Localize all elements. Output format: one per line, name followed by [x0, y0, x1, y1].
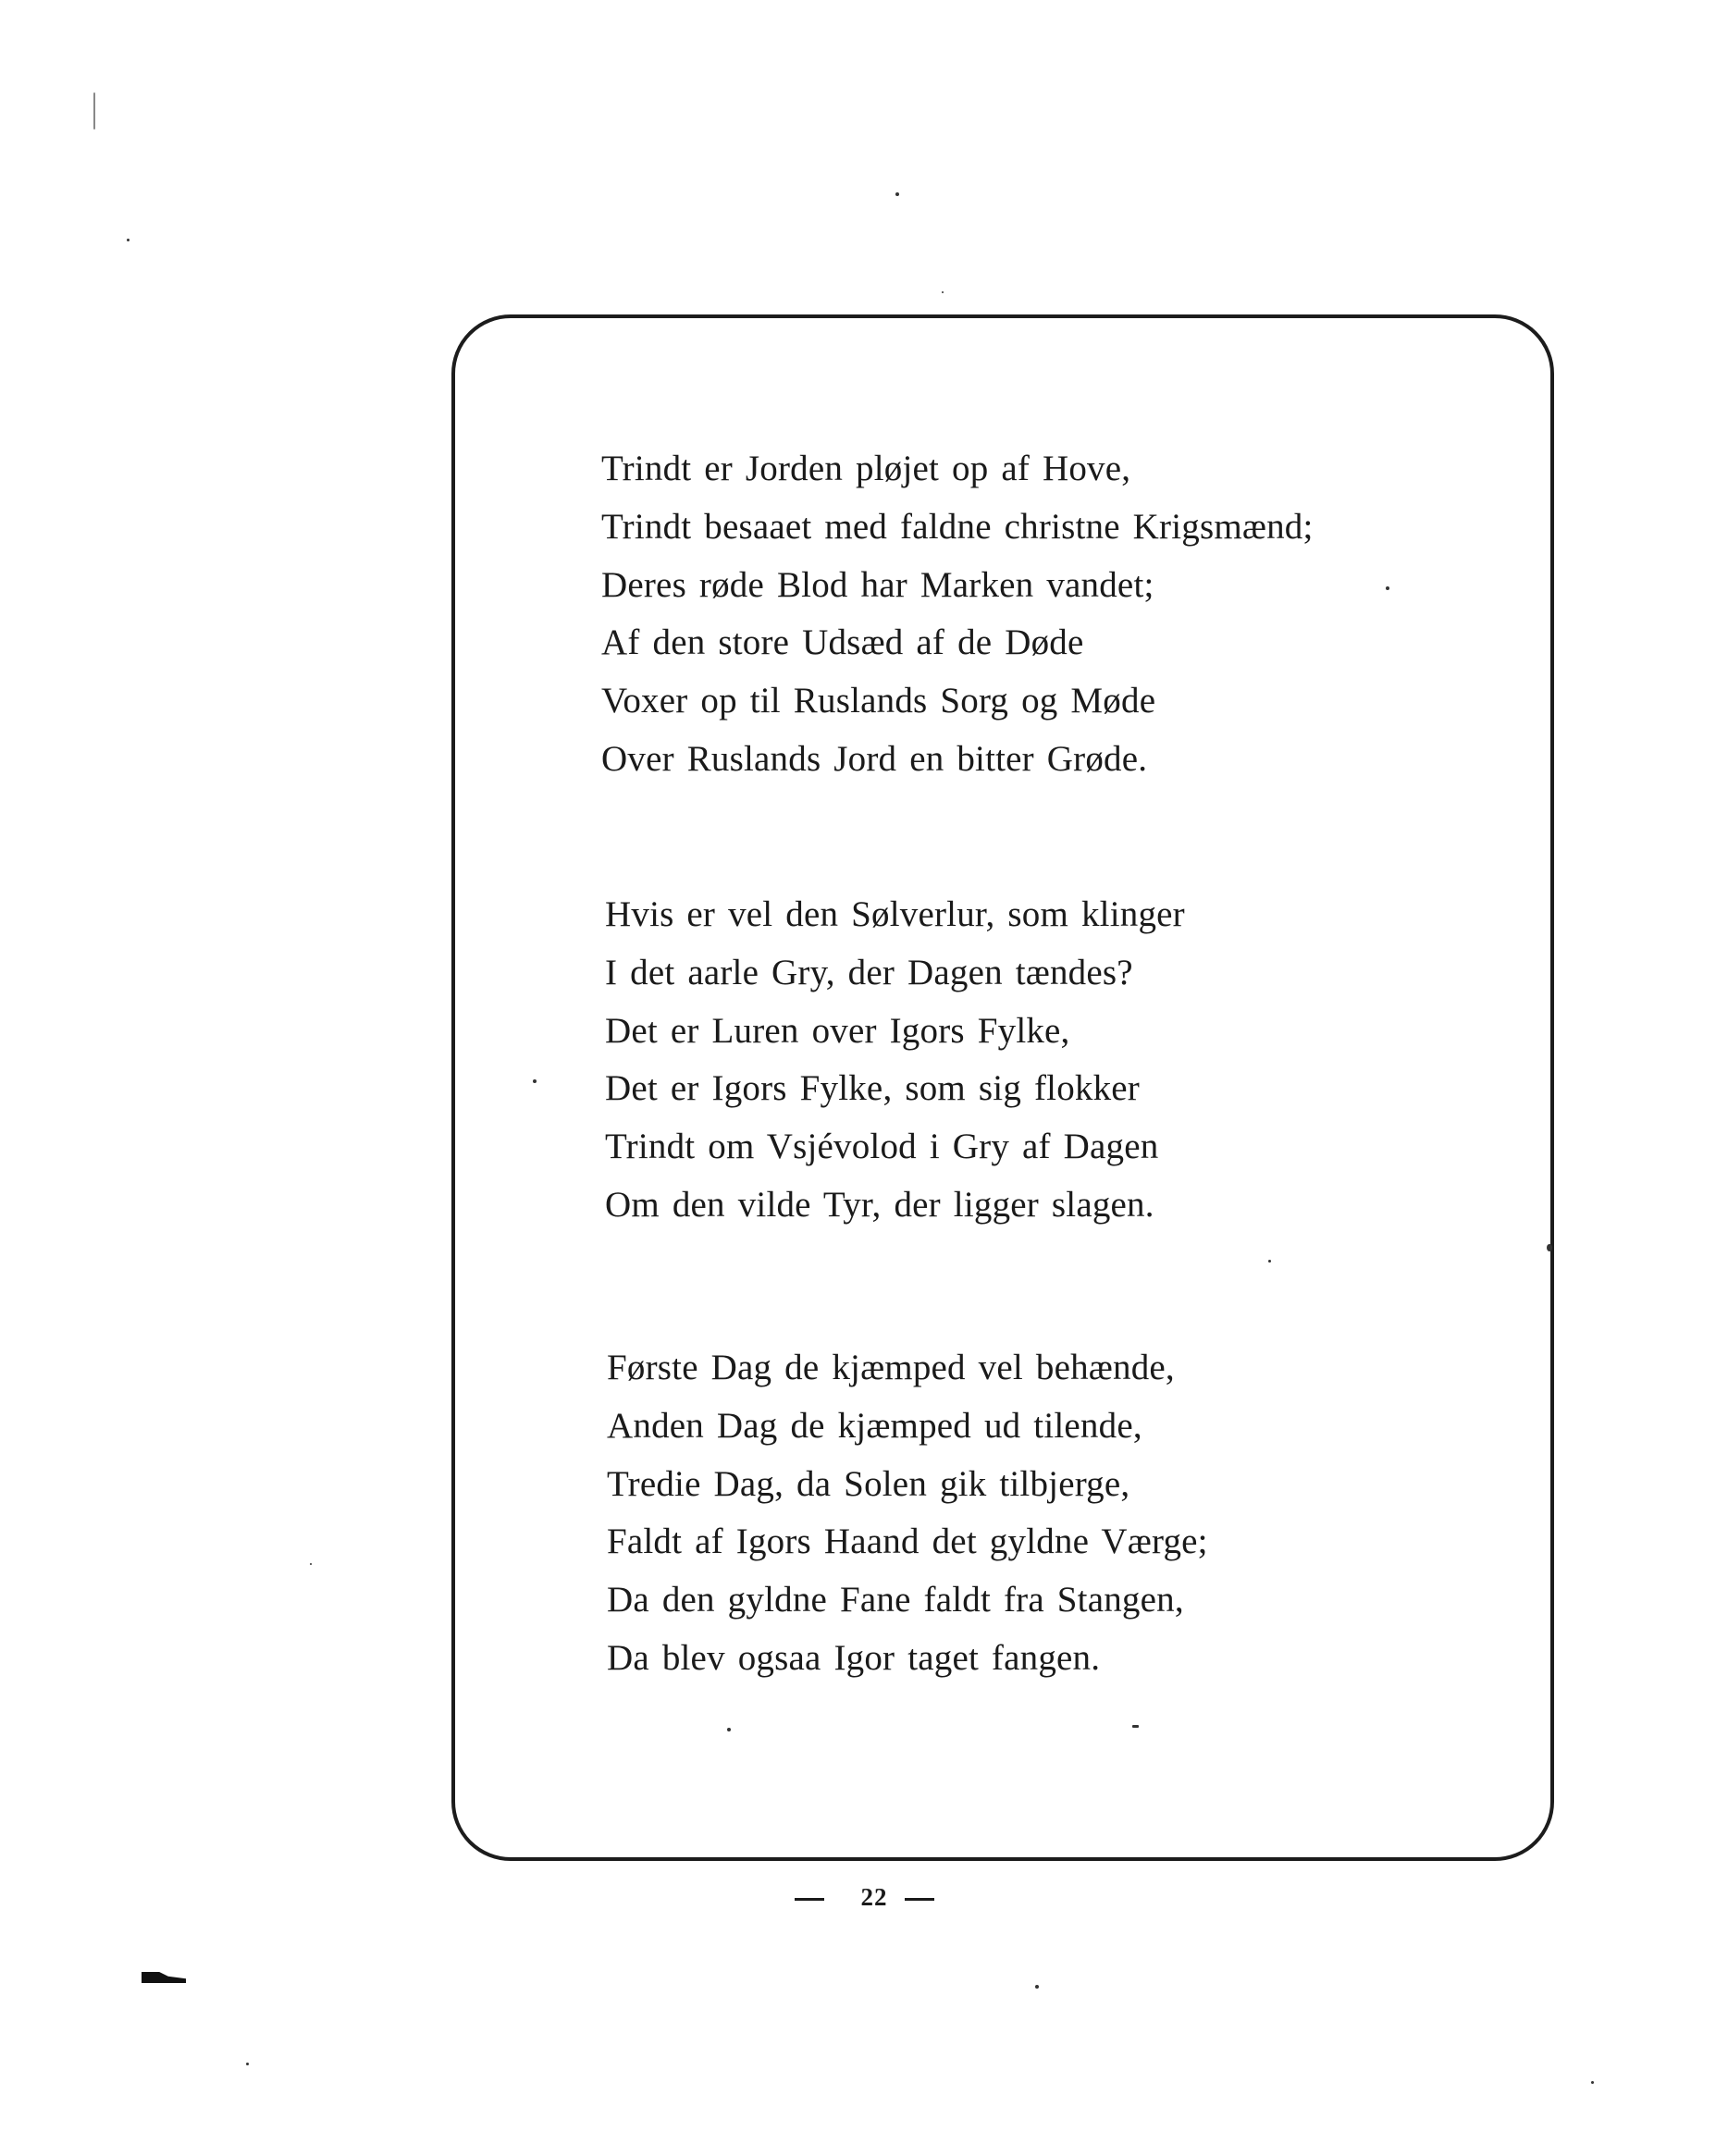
dash-left — [795, 1898, 824, 1901]
scan-speck — [1591, 2081, 1594, 2084]
scan-speck — [1268, 1260, 1271, 1263]
verse-line: Af den store Udsæd af de Døde — [601, 622, 1084, 663]
verse-line: Anden Dag de kjæmped ud tilende, — [607, 1405, 1142, 1446]
scan-speck — [93, 92, 95, 129]
stanza-1 — [601, 440, 1314, 789]
verse-line: Hvis er vel den Sølverlur, som klinger — [605, 894, 1185, 934]
verse-line: Om den vilde Tyr, der ligger slagen. — [605, 1184, 1154, 1225]
verse-line: Tredie Dag, da Solen gik tilbjerge, — [607, 1463, 1130, 1504]
page-number — [0, 1883, 1728, 1912]
scan-speck — [1132, 1725, 1139, 1728]
scan-speck — [127, 239, 130, 241]
stanza-3 — [607, 1339, 1208, 1688]
scan-speck — [533, 1079, 537, 1083]
verse-line: Voxer op til Ruslands Sorg og Møde — [601, 681, 1156, 721]
verse-line: Faldt af Igors Haand det gyldne Værge; — [607, 1522, 1208, 1562]
scan-speck — [310, 1563, 312, 1565]
scan-speck — [1035, 1985, 1039, 1989]
stanza-2 — [605, 886, 1185, 1235]
scan-speck — [895, 192, 899, 196]
verse-line: Da blev ogsaa Igor taget fangen. — [607, 1637, 1101, 1678]
verse-line: I det aarle Gry, der Dagen tændes? — [605, 952, 1133, 992]
verse-line: Over Ruslands Jord en bitter Grøde. — [601, 738, 1148, 779]
dash-right — [905, 1898, 934, 1901]
verse-line: Trindt er Jorden pløjet op af Hove, — [601, 449, 1131, 488]
scan-speck — [727, 1728, 731, 1731]
scan-speck — [246, 2063, 249, 2065]
verse-line: Trindt besaaet med faldne christne Krigsmænd; — [601, 506, 1314, 547]
verse-line: Første Dag de kjæmped vel behænde, — [607, 1348, 1175, 1387]
scan-speck — [1547, 1244, 1552, 1251]
verse-line: Da den gyldne Fane faldt fra Stangen, — [607, 1580, 1184, 1620]
verse-line: Trindt om Vsjévolod i Gry af Dagen — [605, 1127, 1159, 1167]
verse-line: Det er Luren over Igors Fylke, — [605, 1010, 1070, 1051]
verse-line: Deres røde Blod har Marken vandet; — [601, 564, 1154, 605]
scan-speck — [1386, 586, 1389, 590]
scan-edge-mark — [142, 1972, 186, 1983]
verse-line: Det er Igors Fylke, som sig flokker — [605, 1068, 1140, 1109]
page-number-value: 22 — [860, 1883, 888, 1911]
scan-speck — [942, 291, 944, 293]
